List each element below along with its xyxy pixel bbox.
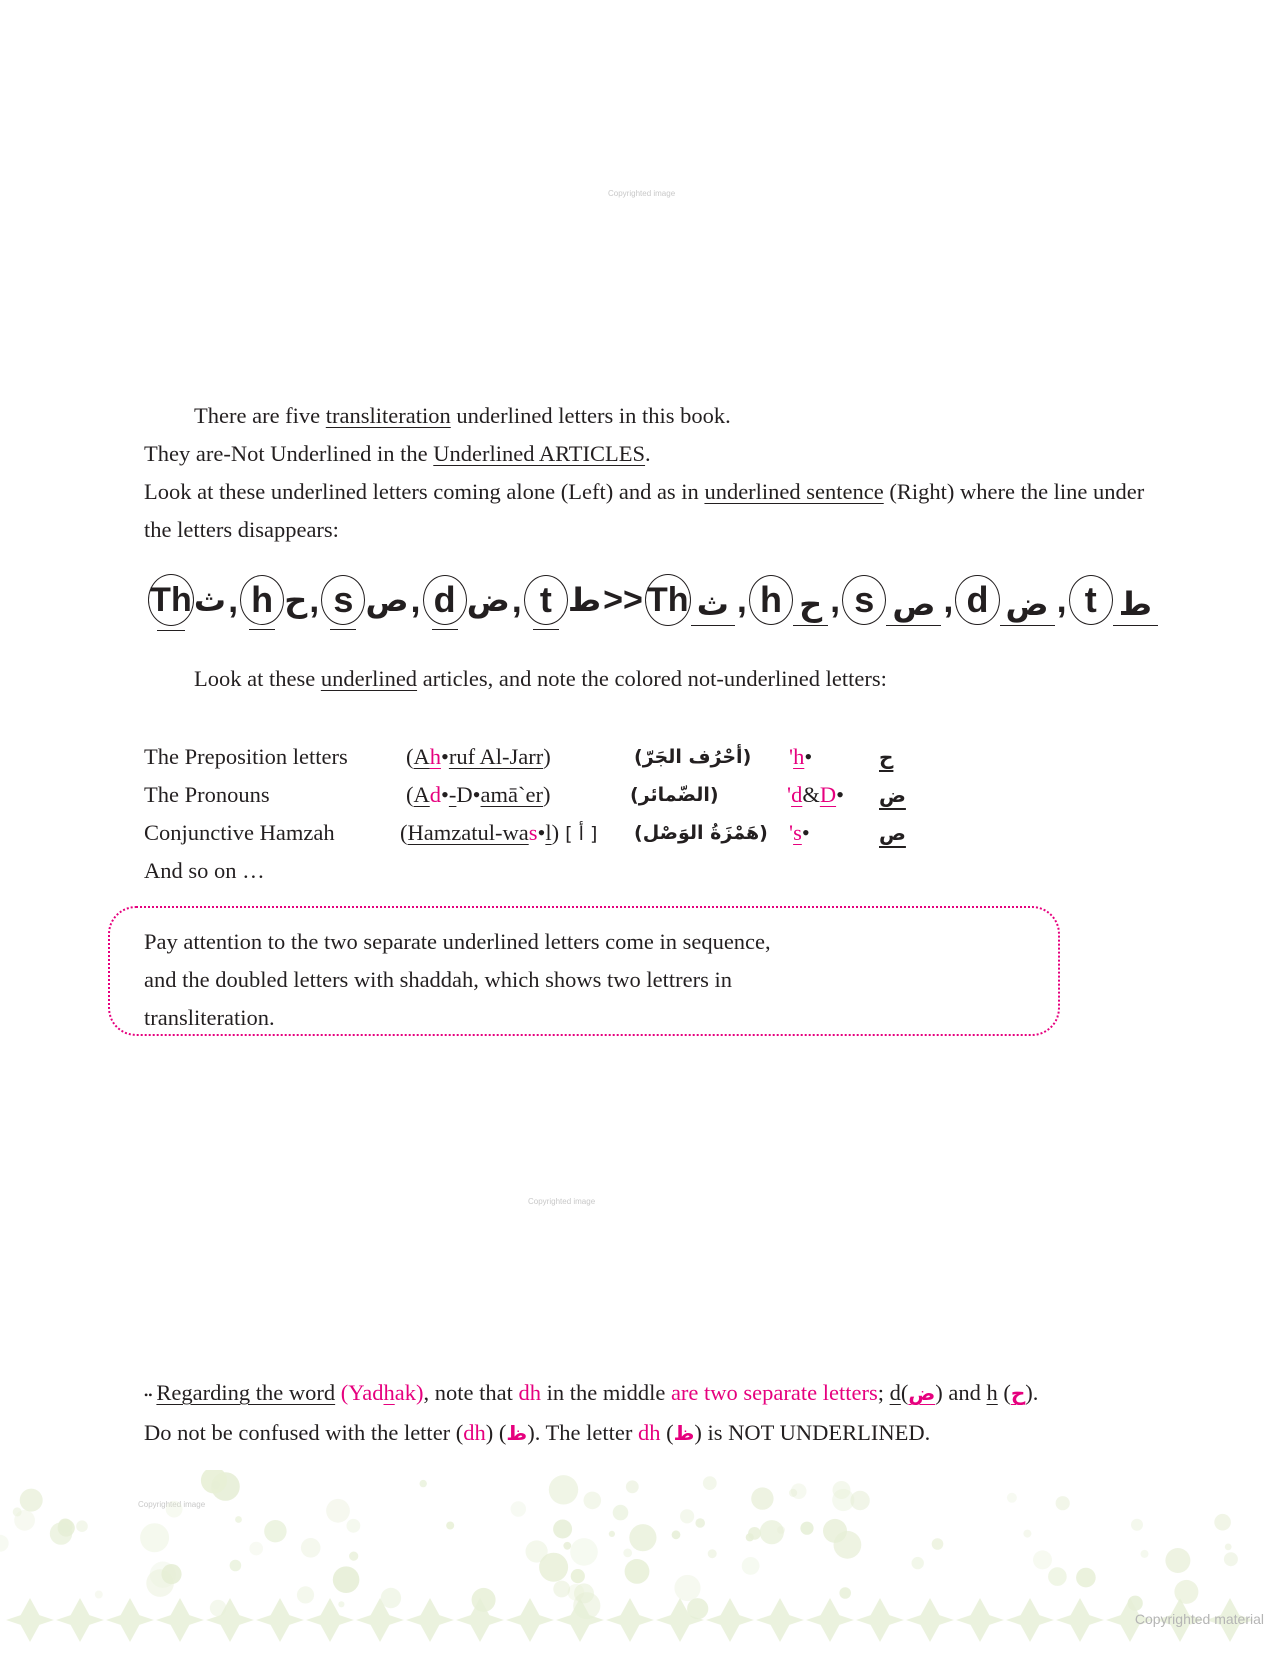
arabic-letter-ha-sentence: ح — [793, 585, 828, 626]
footer-flower — [906, 1598, 954, 1642]
letter-circle-s: s — [321, 575, 365, 625]
footer-dot — [235, 1516, 242, 1523]
footer-dot — [1224, 1552, 1238, 1566]
footer-dot — [751, 1487, 773, 1509]
footer-dot — [674, 1575, 700, 1601]
arabic-letter-tha-sentence: ث — [691, 585, 735, 626]
article-translit: (Ad•-D•amā`er) — [406, 782, 551, 807]
article-name: Conjunctive Hamzah — [144, 820, 335, 845]
footer-dot — [672, 1530, 681, 1539]
letter-circle-d: d — [423, 575, 467, 625]
watermark-bottom: Copyrighted image — [138, 1500, 206, 1509]
footer-dot — [338, 1601, 344, 1607]
intro-line-1: There are five transliteration underlined letters in this book. — [194, 403, 731, 428]
footer-dot — [161, 1564, 181, 1584]
footer-dot — [420, 1480, 427, 1487]
footer-dot — [570, 1538, 598, 1566]
footer-dot — [563, 1542, 571, 1550]
article-name: The Preposition letters — [144, 744, 348, 769]
footer-dot — [626, 1480, 639, 1493]
arabic-letter-ha: ح — [284, 581, 308, 619]
footer-flower — [506, 1598, 554, 1642]
footer-dot — [166, 1501, 183, 1518]
articles-intro: Look at these underlined articles, and note the colored not-underlined letters: — [194, 666, 887, 691]
footer-flower — [456, 1598, 504, 1642]
footer-dot — [13, 1507, 22, 1516]
footer-dot — [539, 1553, 568, 1582]
footer-dot — [297, 1586, 314, 1603]
footer-dot — [249, 1542, 263, 1556]
footer-dot — [264, 1520, 286, 1542]
footer-flower — [306, 1598, 354, 1642]
article-letter: ح — [879, 745, 894, 769]
footer-dot — [609, 1531, 615, 1537]
footer-dot — [76, 1520, 88, 1532]
footer-dot — [708, 1549, 717, 1558]
footer-dot — [349, 1552, 358, 1561]
footer-dot — [823, 1519, 847, 1543]
intro-paragraph — [144, 397, 1164, 549]
footer-flower — [856, 1598, 904, 1642]
arabic-letter-sad: ص — [365, 581, 409, 619]
footer-flower — [56, 1598, 104, 1642]
arabic-letter-tha: ث — [193, 581, 227, 619]
footer-dot — [680, 1509, 694, 1523]
footer-dot — [347, 1519, 361, 1533]
footer-dot — [746, 1533, 754, 1541]
footer-dot — [140, 1523, 169, 1552]
footer-flower — [1056, 1598, 1104, 1642]
footer-dot — [553, 1581, 570, 1598]
article-code: 's• — [789, 820, 810, 845]
footer-dot — [301, 1538, 321, 1558]
footer-dot — [1214, 1514, 1231, 1531]
footer-dot — [629, 1524, 656, 1551]
arrow: >> — [603, 580, 643, 619]
footer-flower — [706, 1598, 754, 1642]
footer-dot — [703, 1476, 717, 1490]
footer-dot — [1023, 1530, 1031, 1538]
footer-dot — [1131, 1519, 1143, 1531]
article-code: 'd&D• — [787, 782, 844, 807]
footer-dot — [742, 1557, 760, 1575]
letter-circle-th: Th — [148, 574, 194, 626]
arabic-letter-sad-sentence: ص — [886, 585, 941, 626]
article-letter: ص — [879, 821, 906, 845]
intro-line-2: They are-Not Underlined in the Underlined ARTICLES. — [144, 441, 651, 466]
copyright-label: Copyrighted material — [1134, 1611, 1264, 1627]
article-arabic: (الضّمائر) — [630, 784, 719, 806]
footer-dot — [1076, 1568, 1096, 1588]
footer-flower — [256, 1598, 304, 1642]
ul-underlined: underlined — [320, 666, 418, 691]
letter-circle-h: h — [240, 575, 284, 625]
intro-line-3: Look at these underlined letters coming alone (Left) and as in underlined sentence (Right) where the line under the letters disappears: — [144, 479, 1145, 542]
letter-row: Th ث , h ح , s ص , d ض , t ط >> Th ث , h ح , s ص , d ض , t ط — [148, 572, 1158, 628]
arabic-letter-dad-sentence: ض — [1000, 585, 1055, 626]
bullet-icon: •• — [144, 1387, 153, 1402]
footer-flower — [106, 1598, 154, 1642]
footer-dot — [839, 1587, 851, 1599]
footer-flower — [406, 1598, 454, 1642]
footer-dot — [549, 1475, 578, 1504]
footer-dot — [777, 1526, 785, 1534]
footer-dot — [571, 1569, 585, 1583]
footer-dot — [1056, 1496, 1070, 1510]
bottom-line-2: Do not be confused with the letter (dh) (ظ). The letter dh (ظ) is NOT UNDERLINED. — [144, 1419, 931, 1445]
footer-dot — [1165, 1548, 1190, 1573]
footer-dot — [623, 1549, 632, 1558]
footer-dot — [1048, 1567, 1067, 1586]
footer-dot — [95, 1591, 103, 1599]
footer-dot — [20, 1489, 43, 1512]
footer-dot — [58, 1519, 72, 1533]
footer-floral-pattern — [0, 1470, 1280, 1657]
footer-dot — [789, 1489, 797, 1497]
footer-flower — [606, 1598, 654, 1642]
footer-dot — [326, 1499, 350, 1523]
footer-dot — [932, 1538, 944, 1550]
article-translit: (Ah•ruf Al-Jarr) — [406, 744, 551, 769]
note-text: Pay attention to the two separate underlined letters come in sequence, and the doubled letters with shaddah, which shows two lettrers in transliteration. — [144, 929, 771, 1030]
footer-dot — [695, 1518, 705, 1528]
footer-dot — [511, 1501, 526, 1516]
footer-dot — [333, 1566, 360, 1593]
footer-dot — [0, 1535, 9, 1552]
footer-dot — [568, 1584, 585, 1601]
watermark-middle: Copyrighted image — [528, 1197, 596, 1206]
footer-dot — [832, 1489, 854, 1511]
ul-underlined-sentence: underlined sentence — [704, 479, 884, 504]
footer-flower — [756, 1598, 804, 1642]
article-code: 'h• — [789, 744, 813, 769]
footer-flower — [6, 1598, 54, 1642]
letter-circle-t-sentence: t — [1069, 575, 1113, 625]
footer-flower — [806, 1598, 854, 1642]
footer-flower — [156, 1598, 204, 1642]
footer-dot — [584, 1492, 602, 1510]
article-letter: ض — [879, 783, 906, 807]
article-arabic: (هَمْزَةُ الوَصْل) — [634, 822, 768, 844]
letter-circle-th-sentence: Th — [645, 574, 691, 626]
footer-dot — [1033, 1550, 1052, 1569]
arabic-letter-dad: ض — [466, 581, 510, 619]
ul-underlined-articles: Underlined ARTICLES — [433, 441, 646, 466]
footer-dot — [1225, 1544, 1232, 1551]
footer-dot — [553, 1520, 572, 1539]
article-arabic: (أحْرُف الجَرّ) — [634, 746, 752, 768]
article-translit: (Hamzatul-was•l) [ أ ] — [400, 820, 598, 845]
arabic-letter-ta: ط — [567, 581, 602, 619]
bottom-note — [144, 1374, 1174, 1452]
footer-dot — [613, 1505, 629, 1521]
footer-flower — [1006, 1598, 1054, 1642]
ul-transliteration: transliteration — [325, 403, 451, 428]
watermark-top: Copyrighted image — [608, 189, 676, 198]
article-name: The Pronouns — [144, 782, 270, 807]
footer-dot — [230, 1560, 242, 1572]
footer-dot — [912, 1557, 924, 1569]
footer-dot — [1007, 1493, 1017, 1503]
footer-dot — [625, 1559, 650, 1584]
letter-circle-s-sentence: s — [842, 575, 886, 625]
footer-dot — [1141, 1550, 1149, 1558]
footer-flower — [956, 1598, 1004, 1642]
footer-dot — [446, 1522, 454, 1530]
arabic-letter-ta-sentence: ط — [1113, 585, 1158, 626]
letter-circle-d-sentence: d — [955, 575, 999, 625]
letter-circle-h-sentence: h — [749, 575, 793, 625]
footer-dot — [1174, 1580, 1198, 1604]
bottom-line-1: •• Regarding the word (Yadhak), note that dh in the middle are two separate letters; d(ض) and h (ح). — [144, 1380, 1039, 1405]
footer-dot — [800, 1522, 813, 1535]
letter-circle-t: t — [524, 575, 568, 625]
